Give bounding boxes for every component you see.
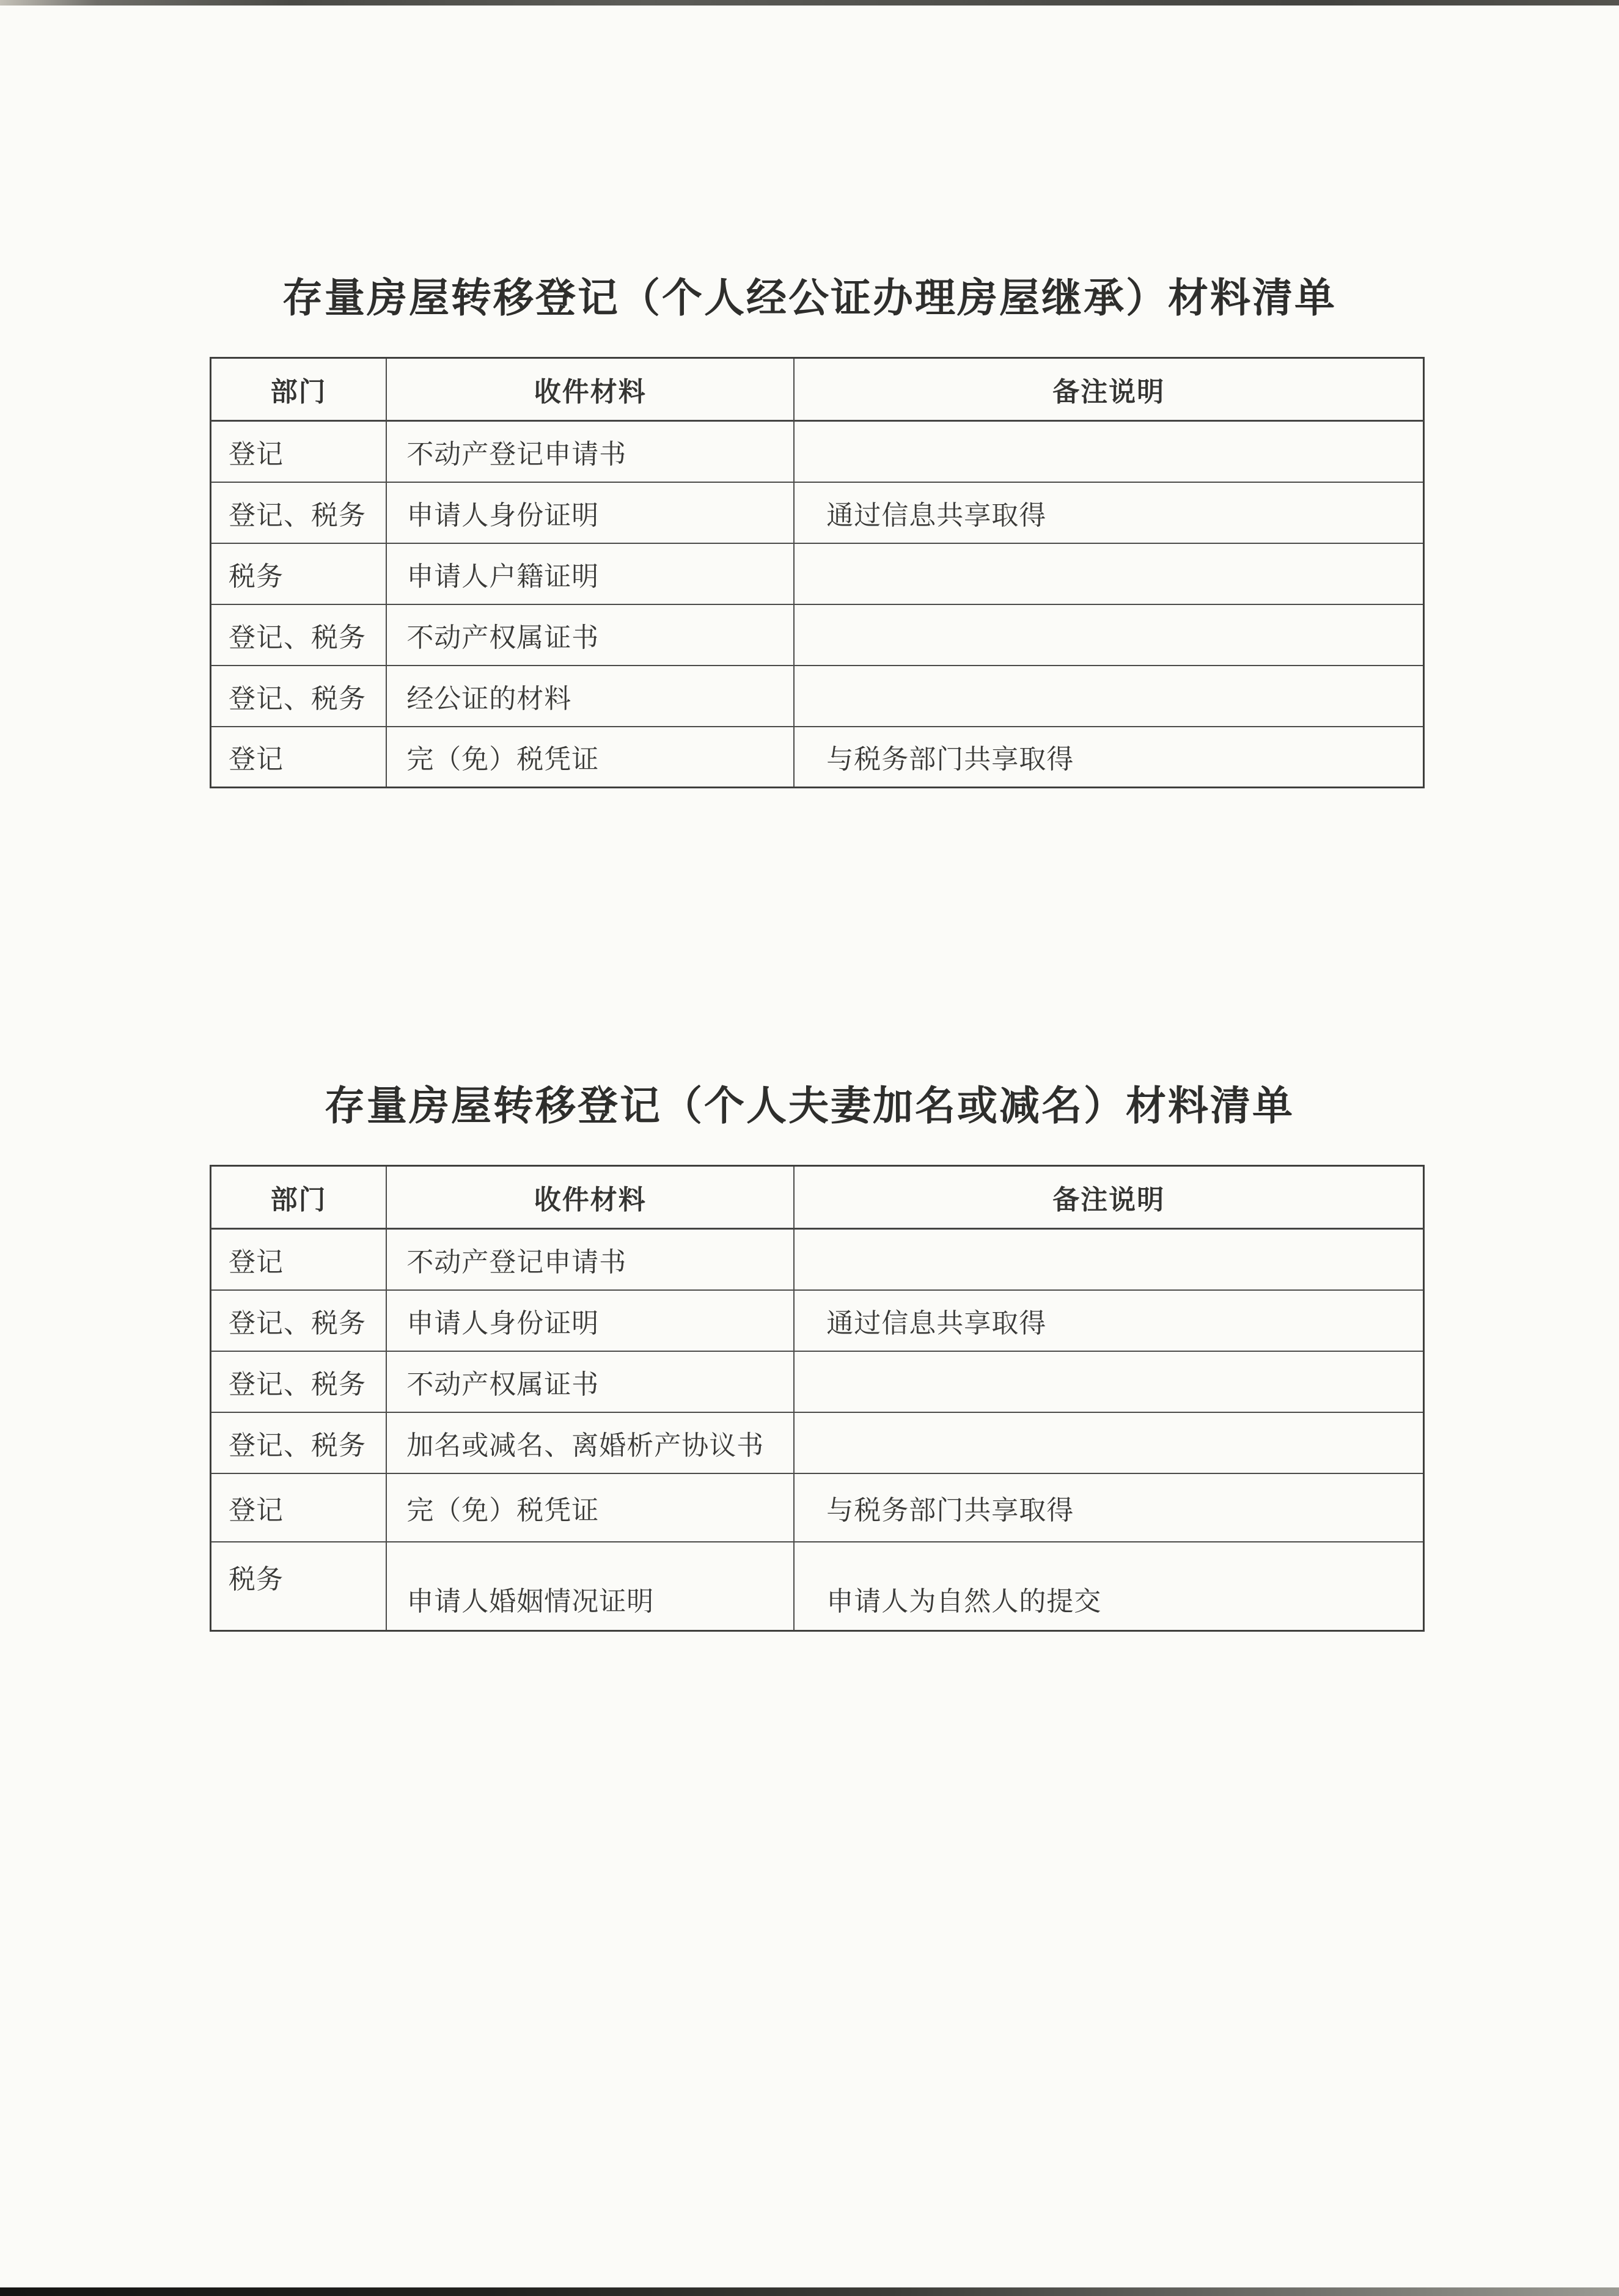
remark-cell: 通过信息共享取得 — [794, 1290, 1423, 1351]
table-row — [211, 1351, 1424, 1412]
material-cell: 申请人户籍证明 — [386, 543, 794, 604]
table-row — [211, 1473, 1424, 1542]
dept-cell: 登记、税务 — [211, 1412, 387, 1473]
remark-cell: 与税务部门共享取得 — [794, 727, 1423, 788]
material-cell: 加名或减名、离婚析产协议书 — [386, 1412, 794, 1473]
scan-edge-top — [0, 0, 1619, 6]
table-1-body — [211, 421, 1424, 788]
dept-cell: 登记 — [211, 1473, 387, 1542]
table-row — [211, 604, 1424, 666]
material-cell: 经公证的材料 — [386, 666, 794, 727]
dept-cell: 登记、税务 — [211, 482, 387, 543]
scan-edge-bottom — [0, 2287, 1619, 2296]
table-row — [211, 727, 1424, 788]
header-row — [211, 358, 1424, 421]
header-row — [211, 1166, 1424, 1229]
dept-cell: 税务 — [211, 543, 387, 604]
table-row — [211, 1290, 1424, 1351]
material-cell: 不动产权属证书 — [386, 1351, 794, 1412]
column-header: 备注说明 — [794, 1166, 1423, 1229]
material-cell: 申请人身份证明 — [386, 1290, 794, 1351]
table-row — [211, 482, 1424, 543]
table-row — [211, 543, 1424, 604]
column-header: 收件材料 — [386, 358, 794, 421]
table-2-title: 存量房屋转移登记（个人夫妻加名或减名）材料清单 — [325, 1083, 1294, 1128]
table-row — [211, 421, 1424, 482]
table-1-header — [211, 358, 1424, 421]
material-cell: 不动产权属证书 — [386, 604, 794, 666]
remark-cell: 通过信息共享取得 — [794, 482, 1423, 543]
dept-cell: 登记、税务 — [211, 1351, 387, 1412]
remark-cell — [794, 543, 1423, 604]
dept-cell: 登记 — [211, 1229, 387, 1290]
material-cell: 不动产登记申请书 — [386, 1229, 794, 1290]
table-row — [211, 1229, 1424, 1290]
column-header: 部门 — [211, 358, 387, 421]
material-cell: 申请人婚姻情况证明 — [386, 1542, 794, 1631]
material-cell: 不动产登记申请书 — [386, 421, 794, 482]
remark-cell — [794, 1412, 1423, 1473]
dept-cell: 登记、税务 — [211, 604, 387, 666]
dept-cell: 登记、税务 — [211, 1290, 387, 1351]
remark-cell — [794, 604, 1423, 666]
material-cell: 完（免）税凭证 — [386, 1473, 794, 1542]
dept-cell: 登记、税务 — [211, 666, 387, 727]
material-cell: 申请人身份证明 — [386, 482, 794, 543]
table-section-2 — [0, 1083, 1619, 1632]
material-cell: 完（免）税凭证 — [386, 727, 794, 788]
table-row — [211, 1542, 1424, 1631]
remark-cell — [794, 1351, 1423, 1412]
column-header: 备注说明 — [794, 358, 1423, 421]
materials-table-1 — [210, 357, 1425, 788]
remark-cell — [794, 1229, 1423, 1290]
table-2-body — [211, 1229, 1424, 1631]
remark-cell: 与税务部门共享取得 — [794, 1473, 1423, 1542]
dept-cell: 登记 — [211, 727, 387, 788]
table-row — [211, 666, 1424, 727]
table-row — [211, 1412, 1424, 1473]
column-header: 部门 — [211, 1166, 387, 1229]
table-1-title: 存量房屋转移登记（个人经公证办理房屋继承）材料清单 — [282, 275, 1337, 320]
table-section-1 — [0, 0, 1619, 788]
dept-cell: 登记 — [211, 421, 387, 482]
table-2-header — [211, 1166, 1424, 1229]
dept-cell: 税务 — [211, 1542, 387, 1631]
remark-cell — [794, 666, 1423, 727]
remark-cell: 申请人为自然人的提交 — [794, 1542, 1423, 1631]
column-header: 收件材料 — [386, 1166, 794, 1229]
remark-cell — [794, 421, 1423, 482]
materials-table-2 — [210, 1165, 1425, 1632]
